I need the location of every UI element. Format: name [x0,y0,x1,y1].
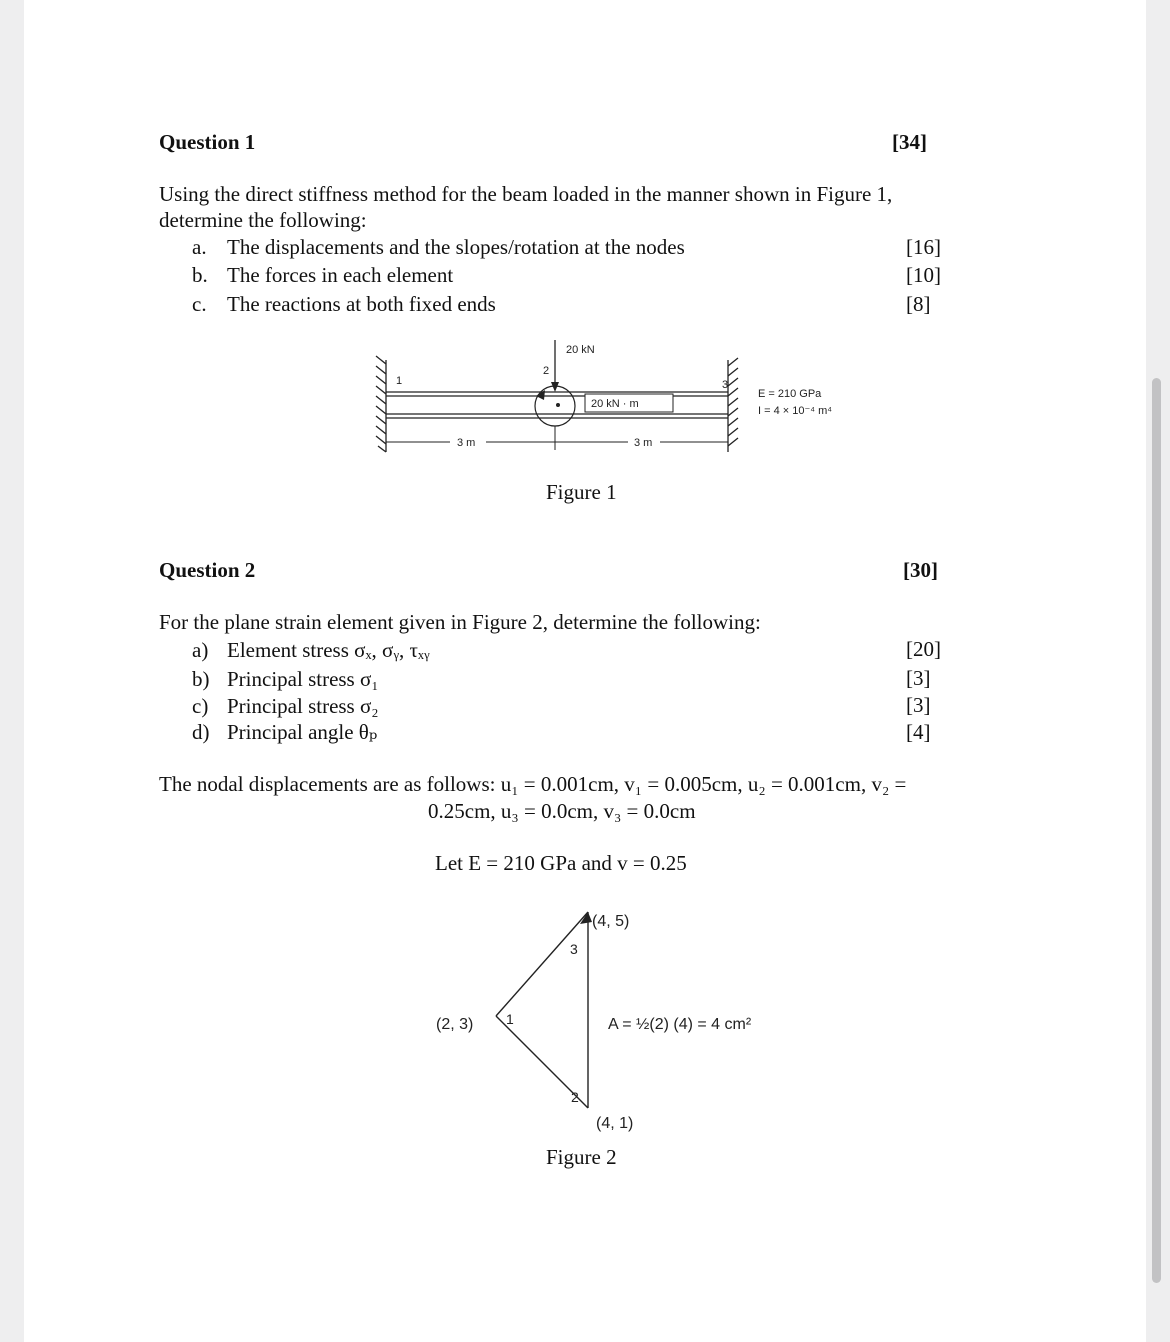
question-1-intro-line2: determine the following: [159,208,367,232]
question-2-marks: [30] [903,558,938,582]
q2-item-marks: [3] [906,693,931,717]
vertex-1-coordinates: (2, 3) [436,1016,474,1033]
node-3-label: 3 [570,941,578,957]
modulus-label: E = 210 GPa [758,388,822,400]
q2-item-letter: b) [192,667,210,691]
q1-item-letter: b. [192,263,208,287]
area-formula: A = ½(2) (4) = 4 cm² [608,1016,752,1033]
left-fixed-support [376,356,386,452]
q1-item-text: The forces in each element [227,263,454,287]
point-load-label: 20 kN [566,344,595,356]
nodal-displacements-line2: 0.25cm, u₃ = 0.0cm, v₃ = 0.0cm [428,799,696,823]
q2-item-text: Element stress σₓ, σᵧ, τₓᵧ [227,638,430,662]
q1-item-letter: c. [192,292,207,316]
q1-item-marks: [10] [906,263,941,287]
q2-item-letter: d) [192,720,210,744]
figure-2-caption: Figure 2 [546,1145,617,1169]
figure-2-triangle-element [420,900,820,1140]
node-1-label: 1 [396,375,403,387]
node-2-label: 2 [543,365,550,377]
q2-item-text: Principal stress σ₁ [227,667,379,691]
question-1-intro-line1: Using the direct stiffness method for the beam loaded in the manner shown in Figure 1, [159,182,893,206]
q2-item-letter: c) [192,694,209,718]
q1-item-letter: a. [192,235,207,259]
question-1-title: Question 1 [159,130,256,154]
q2-item-text: Principal angle θₚ [227,720,378,744]
figure-1-beam-diagram [360,330,900,465]
figure-1-caption: Figure 1 [546,480,617,504]
q1-item-text: The reactions at both fixed ends [227,292,496,316]
node-1-label: 1 [506,1011,514,1027]
right-fixed-support [728,358,738,452]
q2-item-marks: [20] [906,637,941,661]
nodal-displacements-line1: The nodal displacements are as follows: u₁ = 0.001cm, v₁ = 0.005cm, u₂ = 0.001cm, v₂ = [159,772,907,796]
q2-item-marks: [3] [906,666,931,690]
inertia-label: I = 4 × 10⁻⁴ m⁴ [758,405,832,417]
down-arrow-icon [551,382,559,392]
q2-item-marks: [4] [906,720,931,744]
q2-item-letter: a) [192,638,209,662]
node-3-label: 3 [722,379,729,391]
q1-item-text: The displacements and the slopes/rotation at the nodes [227,235,685,259]
vertical-scrollbar[interactable] [1152,378,1161,1283]
q1-item-marks: [8] [906,292,931,316]
question-2-title: Question 2 [159,558,256,582]
vertex-2-coordinates: (4, 1) [596,1115,634,1132]
question-1-marks: [34] [892,130,927,154]
span-2-label: 3 m [634,437,653,449]
node-2-dot [556,403,560,407]
material-properties-line: Let E = 210 GPa and v = 0.25 [435,851,687,875]
dimension-line [386,434,728,450]
span-1-label: 3 m [457,437,476,449]
vertex-3-coordinates: (4, 5) [592,913,630,930]
node-2-label: 2 [571,1089,579,1105]
q1-item-marks: [16] [906,235,941,259]
question-2-intro: For the plane strain element given in Figure 2, determine the following: [159,610,761,634]
moment-label: 20 kN · m [591,398,639,410]
q2-item-text: Principal stress σ₂ [227,694,379,718]
